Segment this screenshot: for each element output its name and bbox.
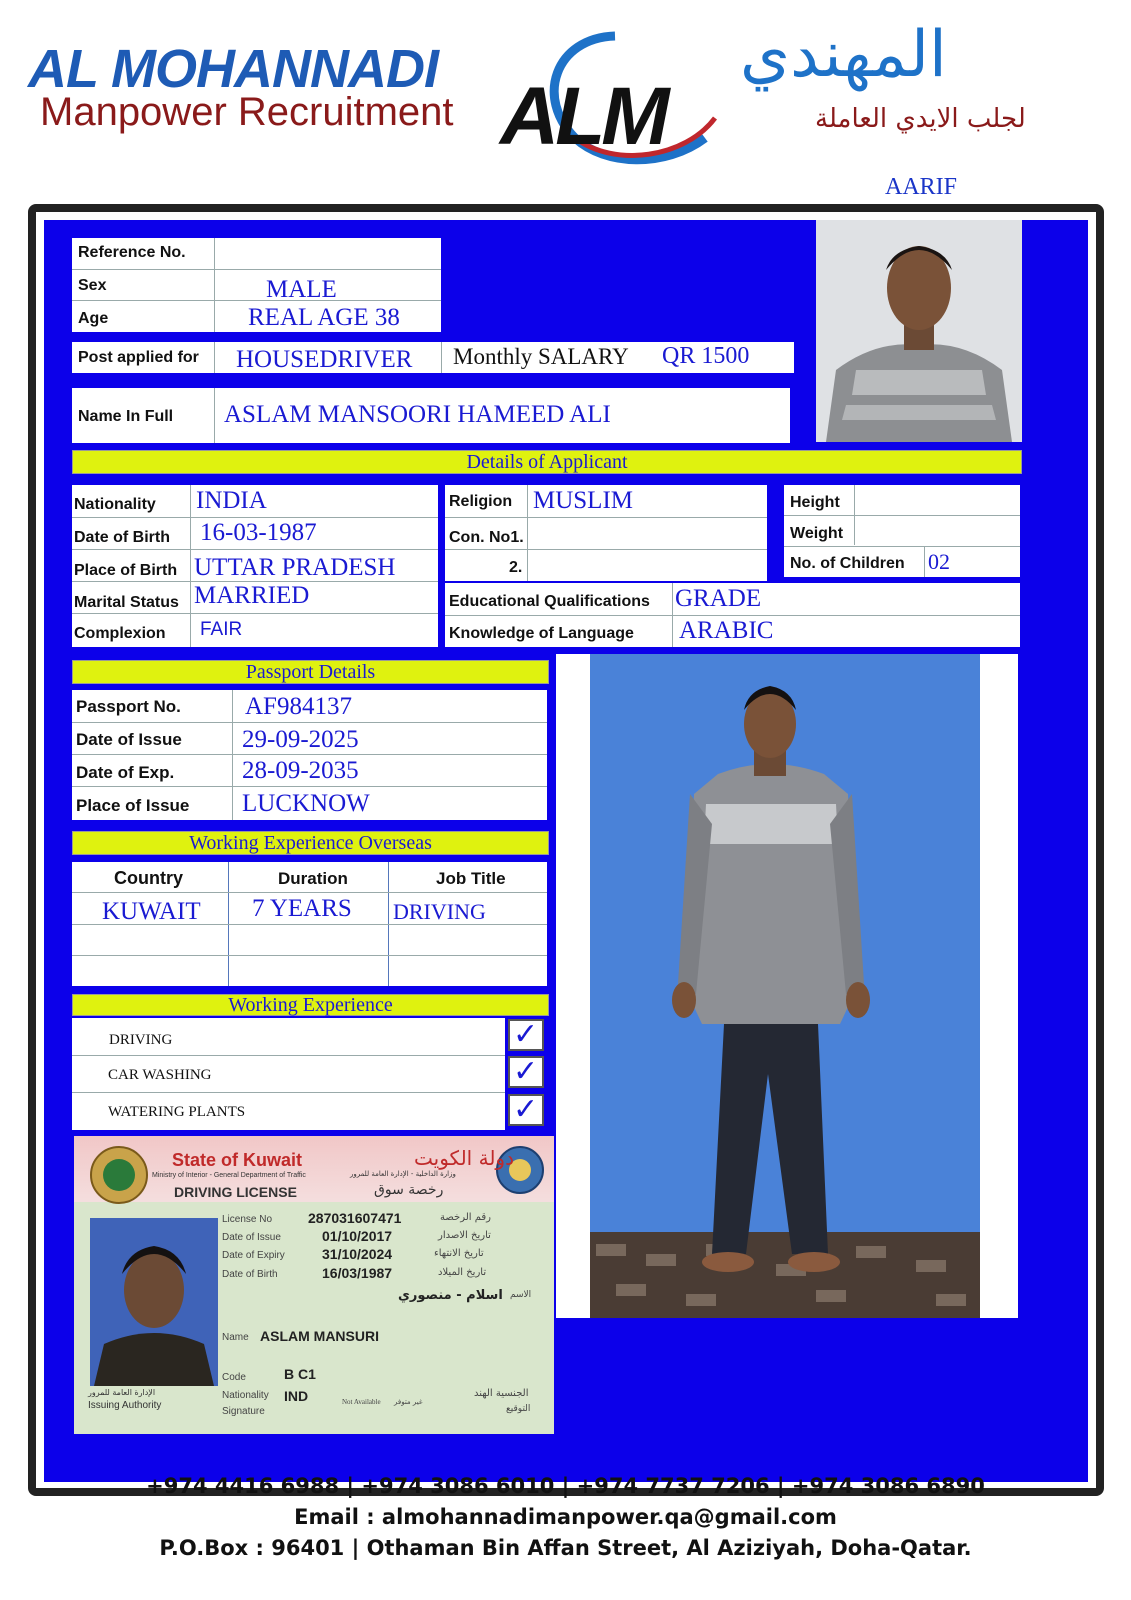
- footer-email: Email : almohannadimanpower.qa@gmail.com: [294, 1505, 837, 1529]
- driving-license-image: [74, 1136, 554, 1434]
- overseas-table: [72, 862, 547, 986]
- dob-value: 16-03-1987: [200, 519, 317, 546]
- post-value: HOUSEDRIVER: [236, 346, 413, 373]
- complexion-label: Complexion: [74, 625, 166, 642]
- children-label: No. of Children: [790, 555, 905, 572]
- license-signature-ar: التوقيع: [506, 1404, 531, 1414]
- details-middle-table: [445, 485, 767, 581]
- license-birth-label: Date of Birth: [222, 1269, 278, 1280]
- sex-value: MALE: [266, 276, 337, 303]
- passport-place-value: LUCKNOW: [242, 790, 370, 817]
- license-birth: 16/03/1987: [322, 1265, 393, 1281]
- nationality-label: Nationality: [74, 496, 156, 513]
- check-icon: ✓: [513, 1092, 539, 1127]
- weight-label: Weight: [790, 525, 844, 542]
- age-value: REAL AGE 38: [248, 304, 400, 331]
- license-authority: Issuing Authority: [88, 1400, 162, 1411]
- overseas-col-duration: Duration: [278, 869, 348, 888]
- language-value: ARABIC: [679, 617, 774, 644]
- license-expiry-label: Date of Expiry: [222, 1250, 285, 1261]
- basic-info-table: [72, 238, 441, 332]
- post-row: [72, 342, 794, 373]
- overseas-row-job: DRIVING: [393, 899, 486, 924]
- license-expiry-ar: تاريخ الانتهاء: [434, 1248, 484, 1259]
- experience-item: DRIVING: [109, 1032, 173, 1048]
- details-right-table: [784, 485, 1020, 577]
- company-tagline-en: Manpower Recruitment: [40, 90, 454, 134]
- education-label: Educational Qualifications: [449, 593, 650, 610]
- license-birth-ar: تاريخ الميلاد: [438, 1267, 487, 1278]
- passport-table: [72, 690, 547, 820]
- overseas-row-duration: 7 YEARS: [252, 895, 352, 922]
- passport-expiry-label: Date of Exp.: [76, 763, 175, 782]
- kuwait-emblem-icon: [88, 1144, 150, 1206]
- experience-checkbox[interactable]: [508, 1056, 544, 1088]
- name-row: [72, 388, 790, 443]
- license-ministry-ar: وزارة الداخلية - الإدارة العامة للمرور: [350, 1170, 456, 1178]
- license-ministry: Ministry of Interior - General Department of Traffic: [152, 1172, 306, 1179]
- license-name: ASLAM MANSURI: [260, 1328, 379, 1344]
- passport-place-label: Place of Issue: [76, 796, 190, 815]
- company-name-ar: المهندي: [740, 18, 947, 92]
- con2-label: 2.: [509, 559, 523, 576]
- license-nationality-label: Nationality: [222, 1390, 269, 1401]
- salary-label: Monthly SALARY: [453, 344, 629, 369]
- marital-label: Marital Status: [74, 594, 179, 611]
- alm-logo-letters: ALM: [500, 71, 666, 162]
- experience-list: [72, 1018, 505, 1130]
- details-section-title: Details of Applicant: [72, 450, 1022, 474]
- salary-value: QR 1500: [662, 343, 750, 369]
- overseas-col-country: Country: [114, 868, 183, 888]
- license-title-en: State of Kuwait: [172, 1150, 303, 1170]
- license-title-ar: دولة الكويت: [414, 1146, 514, 1170]
- license-nationality: IND: [284, 1388, 309, 1404]
- passport-expiry-value: 28-09-2035: [242, 757, 359, 784]
- license-name-ar: اسلام - منصوري: [398, 1288, 503, 1303]
- license-no-label: License No: [222, 1214, 273, 1225]
- pob-label: Place of Birth: [74, 562, 178, 579]
- con1-label: Con. No1.: [449, 529, 524, 546]
- experience-checkbox[interactable]: [508, 1094, 544, 1126]
- license-code-label: Code: [222, 1372, 246, 1383]
- license-authority-ar: الإدارة العامة للمرور: [88, 1388, 156, 1397]
- experience-section-title: Working Experience: [72, 994, 549, 1016]
- license-issue: 01/10/2017: [322, 1228, 393, 1244]
- education-value: GRADE: [675, 585, 762, 612]
- language-label: Knowledge of Language: [449, 625, 634, 642]
- footer-address: P.O.Box : 96401 | Othaman Bin Affan Street, Al Aziziyah, Doha-Qatar.: [159, 1536, 972, 1560]
- license-photo: [90, 1218, 218, 1386]
- religion-label: Religion: [449, 493, 513, 510]
- company-tagline-ar: لجلب الايدي العاملة: [815, 104, 1026, 134]
- license-no-ar: رقم الرخصة: [440, 1212, 492, 1223]
- agent-tag: AARIF: [885, 174, 958, 200]
- details-left-table: [72, 485, 438, 647]
- height-label: Height: [790, 494, 840, 511]
- passport-issue-label: Date of Issue: [76, 730, 182, 749]
- license-no: 287031607471: [308, 1210, 402, 1226]
- passport-number-value: AF984137: [245, 693, 352, 720]
- reference-label: Reference No.: [78, 244, 186, 261]
- post-label: Post applied for: [78, 349, 199, 366]
- religion-value: MUSLIM: [533, 487, 634, 514]
- education-language-table: [445, 583, 1020, 647]
- license-na-note-ar: غير متوفر: [394, 1398, 423, 1406]
- passport-number-label: Passport No.: [76, 697, 181, 716]
- license-name-label: Name: [222, 1332, 249, 1343]
- license-code: B C1: [284, 1366, 316, 1382]
- license-issue-ar: تاريخ الاصدار: [438, 1230, 491, 1241]
- marital-value: MARRIED: [194, 582, 310, 609]
- pob-value: UTTAR PRADESH: [194, 554, 396, 581]
- footer-phones: +974 4416 6988 | +974 3086 6010 | +974 7737 7206 | +974 3086 6890: [146, 1474, 985, 1498]
- name-value: ASLAM MANSOORI HAMEED ALI: [224, 401, 611, 428]
- license-name-ar-label: الاسم: [510, 1290, 532, 1300]
- overseas-col-job: Job Title: [436, 869, 506, 888]
- full-body-photo: [556, 654, 1018, 1318]
- experience-checkbox[interactable]: [508, 1019, 544, 1051]
- dob-label: Date of Birth: [74, 529, 170, 546]
- license-doc-type-ar: رخصة سوق: [374, 1182, 444, 1198]
- experience-item: CAR WASHING: [108, 1067, 212, 1083]
- age-label: Age: [78, 310, 109, 327]
- license-issue-label: Date of Issue: [222, 1232, 281, 1243]
- overseas-row-country: KUWAIT: [102, 898, 201, 925]
- overseas-section-title: Working Experience Overseas: [72, 831, 549, 855]
- company-name-en: AL MOHANNADI: [28, 39, 438, 99]
- license-nationality-ar: الجنسية الهند: [474, 1388, 529, 1399]
- license-signature-label: Signature: [222, 1406, 265, 1417]
- passport-section-title: Passport Details: [72, 660, 549, 684]
- license-doc-type: DRIVING LICENSE: [174, 1184, 297, 1200]
- license-na-note: Not Available: [342, 1398, 381, 1406]
- experience-item: WATERING PLANTS: [108, 1104, 246, 1120]
- portrait-photo: [816, 220, 1022, 442]
- license-expiry: 31/10/2024: [322, 1246, 393, 1262]
- check-icon: ✓: [513, 1054, 539, 1089]
- complexion-value: FAIR: [200, 619, 243, 640]
- nationality-value: INDIA: [196, 487, 267, 514]
- check-icon: ✓: [513, 1017, 539, 1052]
- sex-label: Sex: [78, 277, 107, 294]
- name-label: Name In Full: [78, 408, 174, 425]
- passport-issue-value: 29-09-2025: [242, 726, 359, 753]
- children-value: 02: [928, 549, 950, 574]
